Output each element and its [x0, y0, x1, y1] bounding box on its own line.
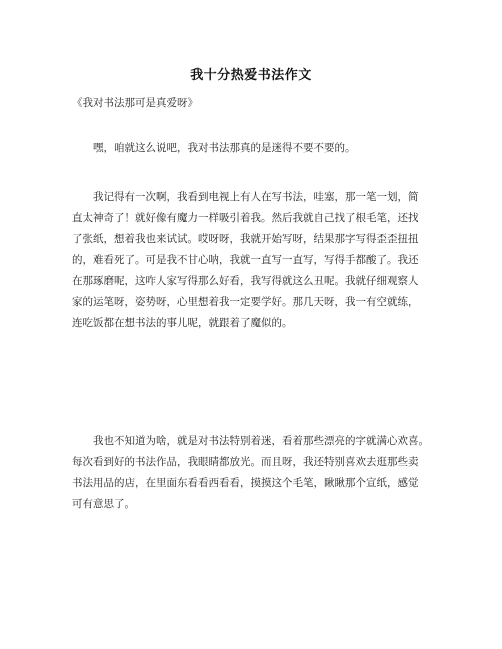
- paragraph-line: 书法用品的店，在里面东看看西看看，摸摸这个毛笔，瞅瞅那个宣纸，感觉: [72, 477, 419, 489]
- paragraph-3: [72, 431, 464, 515]
- paragraph-line: 直太神奇了！就好像有魔力一样吸引着我。然后我就自己找了根毛笔，还找: [72, 212, 419, 224]
- paragraph-line: 可有意思了。: [72, 498, 135, 510]
- paragraph-line: 了张纸，想着我也来试试。哎呀呀，我就开始写呀，结果那字写得歪歪扭扭: [72, 233, 419, 245]
- paragraph-line: 我记得有一次啊，我看到电视上有人在写书法，哇塞，那一笔一划，简: [93, 191, 419, 203]
- paragraph-line: 嘿，咱就这么说吧，我对书法那真的是迷得不要不要的。: [93, 142, 356, 154]
- paragraph-2: [72, 187, 464, 334]
- document-subtitle: 《我对书法那可是真爱呀》: [72, 97, 198, 109]
- paragraph-line: 家的运笔呀，姿势呀，心里想着我一定要学好。那几天呀，我一有空就练，: [72, 296, 419, 308]
- document-title: 我十分热爱书法作文: [190, 68, 312, 83]
- paragraph-line: 连吃饭都在想书法的事儿呢，就跟着了魔似的。: [72, 317, 293, 329]
- paragraph-line: 的，难看死了。可是我不甘心呐，我就一直写一直写，写得手都酸了。我还: [72, 254, 419, 266]
- paragraph-1: [72, 138, 464, 159]
- paragraph-line: 在那琢磨呢，这咋人家写得那么好看，我写得就这么丑呢。我就仔细观察人: [72, 275, 419, 287]
- paragraph-line: 每次看到好的书法作品，我眼睛都放光。而且呀，我还特别喜欢去逛那些卖: [72, 456, 419, 468]
- paragraph-line: 我也不知道为啥，就是对书法特别着迷，看着那些漂亮的字就满心欢喜。: [93, 435, 429, 447]
